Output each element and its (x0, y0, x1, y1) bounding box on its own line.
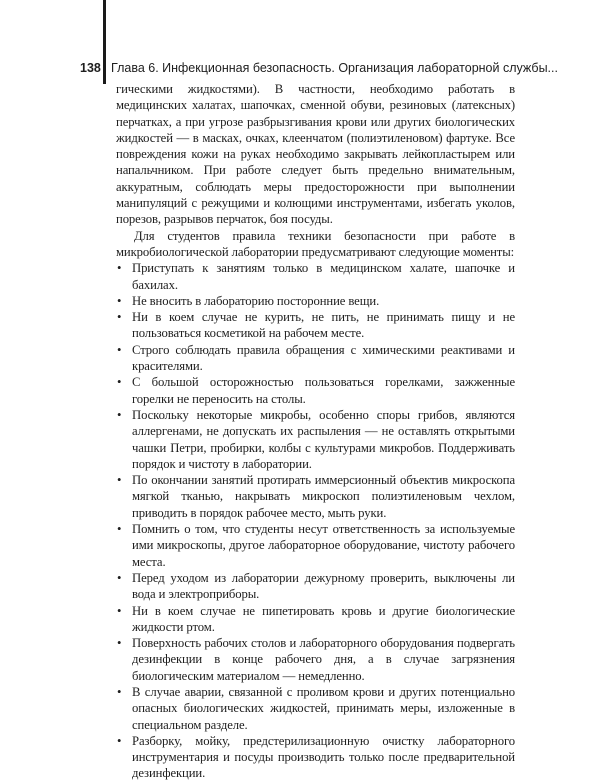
bullet-icon: • (117, 522, 122, 537)
bullet-icon: • (117, 342, 122, 357)
header-vertical-rule (103, 0, 106, 84)
list-item-text: Поверхность рабочих столов и лабораторного оборудования подвергать дезинфекции в конце рабочего дня, а в случае загрязнения биологическим материалом — немедленно. (132, 636, 515, 683)
list-item-text: По окончании занятий протирать иммерсионный объектив микроскопа мягкой тканью, накрывать микроскоп полиэтиленовым чехлом, приводить в порядок рабочее место, мыть руки. (132, 473, 515, 520)
rules-intro-paragraph: Для студентов правила техники безопасности при работе в микробиологической лаборатории предусматривают следующие моменты: (116, 228, 515, 259)
page-number: 138 (80, 61, 101, 75)
list-item-text: Строго соблюдать правила обращения с химическими реактивами и красителями. (132, 342, 515, 374)
list-item (116, 684, 515, 733)
bullet-icon: • (117, 261, 122, 276)
list-item-text: С большой осторожностью пользоваться горелками, зажженные горелки не переносить на столы. (132, 375, 515, 406)
list-item-text: Приступать к занятиям только в медицинском халате, шапочке и бахилах. (132, 261, 515, 292)
bullet-icon: • (117, 570, 122, 585)
bullet-icon: • (117, 684, 122, 699)
page-body (116, 81, 515, 782)
list-item-text: Не вносить в лабораторию посторонние вещи. (132, 293, 380, 308)
list-item (116, 521, 515, 570)
bullet-icon: • (117, 407, 122, 422)
safety-rules-list (116, 260, 515, 782)
list-item-text: Ни в коем случае не курить, не пить, не принимать пищу и не пользоваться косметикой на рабочем месте. (132, 310, 515, 341)
list-item (116, 733, 515, 782)
list-item (116, 635, 515, 684)
running-title: Глава 6. Инфекционная безопасность. Организация лабораторной службы... (111, 61, 558, 75)
bullet-icon: • (117, 473, 122, 488)
list-item-text: Ни в коем случае не пипетировать кровь и другие биологические жидкости ртом. (132, 603, 515, 634)
list-item (116, 603, 515, 636)
list-item (116, 260, 515, 293)
bullet-icon: • (117, 375, 122, 390)
bullet-icon: • (117, 733, 122, 748)
list-item-text: Перед уходом из лаборатории дежурному проверить, выключены ли вода и электроприборы. (132, 570, 515, 602)
list-item (116, 342, 515, 375)
bullet-icon: • (117, 293, 122, 308)
list-item (116, 293, 515, 309)
list-item (116, 472, 515, 521)
list-item (116, 570, 515, 603)
intro-paragraph: гическими жидкостями). В частности, необходимо работать в медицинских халатах, шапочках, сменной обуви, резиновых (латексных) перчатках, а при угрозе разбрызгивания крови или других биологических жидкостей — в масках, очках, клеенчатом (полиэтиленовом) фартуке. Все повреждения кожи на руках необходимо закрывать лейкопластырем или напальчником. При работе следует быть предельно внимательным, аккуратным, соблюдать меры предосторожности при выполнении манипуляций с режущими и колющими инструментами, избегать уколов, порезов, разрывов перчаток, боя посуды. (116, 82, 515, 227)
list-item-text: Разборку, мойку, предстерилизационную очистку лабораторного инструментария и посуды производить только после предварительной дезинфекции. (132, 733, 515, 781)
list-item-text: В случае аварии, связанной с проливом крови и других потенциально опасных биологических жидкостей, принимать меры, изложенные в специальном разделе. (132, 684, 515, 732)
list-item-text: Помнить о том, что студенты несут ответственность за используемые ими микроскопы, другое лабораторное оборудование, чистоту рабочего места. (132, 522, 515, 569)
list-item (116, 374, 515, 407)
bullet-icon: • (117, 636, 122, 651)
list-item (116, 309, 515, 342)
bullet-icon: • (117, 603, 122, 618)
list-item-text: Поскольку некоторые микробы, особенно споры грибов, являются аллергенами, не допускать их распыления — не оставлять открытыми чашки Петри, пробирки, колбы с культурами микробов. Поддерживать порядок и чистоту в лаборатории. (132, 407, 515, 471)
bullet-icon: • (117, 310, 122, 325)
list-item (116, 407, 515, 472)
